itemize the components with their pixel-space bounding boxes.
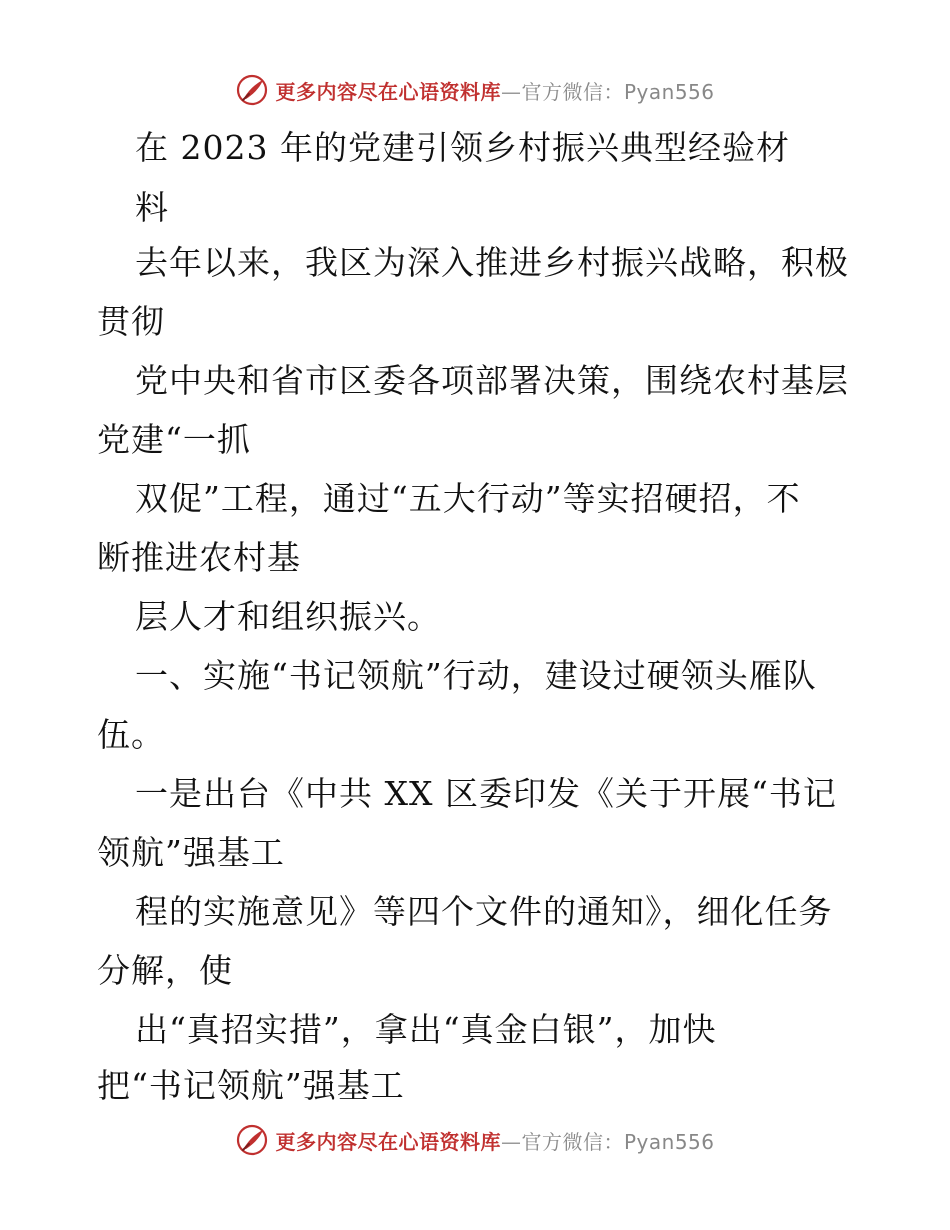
paragraph-line: 贯彻: [97, 302, 165, 341]
watermark-text: [275, 76, 714, 105]
section-heading-line: 一、实施“书记领航”行动，建设过硬领头雁队: [135, 656, 817, 695]
paragraph-line: 一是出台《中共 XX 区委印发《关于开展“书记: [135, 774, 837, 813]
document-title-line-1: 在 2023 年的党建引领乡村振兴典型经验材: [135, 128, 790, 167]
paragraph-line: 把“书记领航”强基工: [97, 1066, 405, 1105]
paragraph-line: 程的实施意见》等四个文件的通知》，细化任务: [135, 892, 833, 931]
watermark-main-text: 更多内容尽在心语资料库: [275, 79, 501, 104]
watermark-wechat-id: Pyan556: [623, 79, 715, 104]
footer-watermark: [0, 1120, 950, 1160]
paragraph-line: 层人才和组织振兴。: [135, 597, 441, 636]
watermark-separator: —: [500, 1129, 522, 1154]
watermark-wechat-label: 官方微信：: [521, 1129, 624, 1154]
header-watermark: [0, 70, 950, 110]
paragraph-line: 党中央和省市区委各项部署决策，围绕农村基层: [135, 361, 849, 400]
section-heading-line: 伍。: [97, 715, 165, 754]
paragraph-line: 出“真招实措”，拿出“真金白银”，加快: [135, 1010, 717, 1049]
paragraph-line: 分解，使: [97, 951, 233, 990]
watermark-separator: —: [500, 79, 522, 104]
feather-pen-logo-icon: [235, 73, 269, 107]
watermark-wechat-id: Pyan556: [623, 1129, 715, 1154]
paragraph-line: 党建“一抓: [97, 420, 251, 459]
paragraph-line: 去年以来，我区为深入推进乡村振兴战略，积极: [135, 243, 849, 282]
feather-pen-logo-icon: [235, 1123, 269, 1157]
document-title-line-2: 料: [135, 188, 169, 227]
watermark-main-text: 更多内容尽在心语资料库: [275, 1129, 501, 1154]
paragraph-line: 领航”强基工: [97, 833, 285, 872]
paragraph-line: 双促”工程，通过“五大行动”等实招硬招，不: [135, 479, 801, 518]
paragraph-line: 断推进农村基: [97, 538, 301, 577]
watermark-wechat-label: 官方微信：: [521, 79, 624, 104]
watermark-text: [275, 1126, 714, 1155]
